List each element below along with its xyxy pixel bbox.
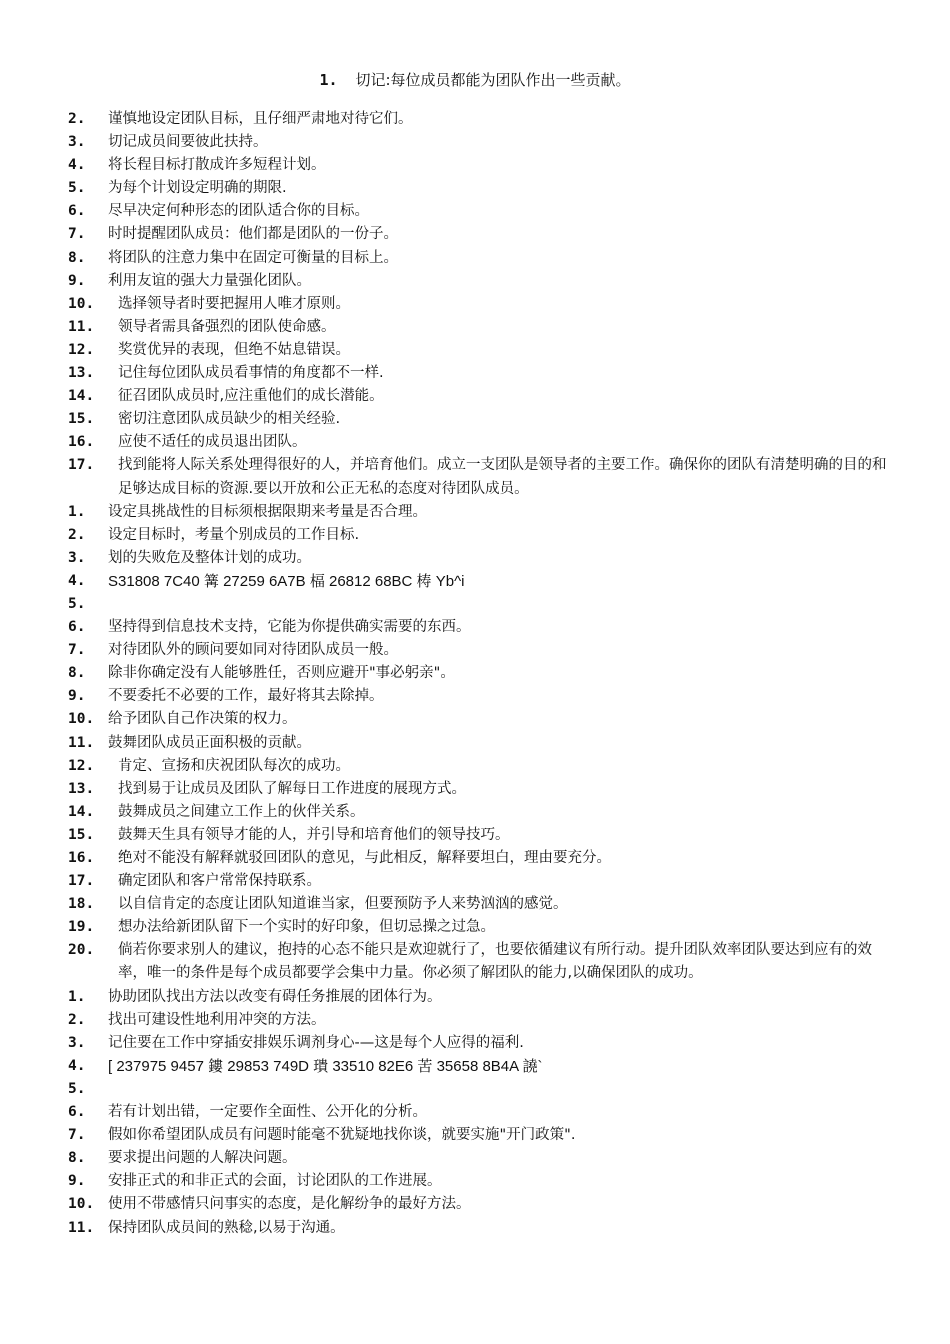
list-item [68, 524, 888, 547]
list-item-number: 13. [68, 780, 95, 797]
list-item-text: 将团队的注意力集中在固定可衡量的目标上。 [108, 249, 398, 266]
list-item [68, 247, 888, 270]
list-item [68, 824, 888, 847]
list-item-number: 9. [68, 272, 86, 289]
list-item-text: 征召团队成员时,应注重他们的成长潜能。 [118, 388, 384, 405]
list-item [68, 1101, 888, 1124]
list-item-number: 14. [68, 388, 95, 405]
list-item [68, 1078, 888, 1101]
list-item [68, 1009, 888, 1032]
title-number: 1. [319, 71, 338, 89]
list-item-text: 要求提出问题的人解决问题。 [108, 1150, 297, 1167]
list-item-text: S31808 7C40 篝 27259 6A7B 楅 26812 68BC 梼 Yb^i [108, 572, 465, 590]
list-item-text [108, 1078, 888, 1101]
list-item-text: 密切注意团队成员缺少的相关经验. [118, 411, 341, 428]
list-item [68, 339, 888, 362]
list-item [68, 847, 888, 870]
list-item-number: 7. [68, 642, 86, 659]
list-item-text: 设定具挑战性的目标须根据限期来考量是否合理。 [108, 503, 427, 520]
list-item-number: 4. [68, 1057, 86, 1074]
list-item-text: 肯定、宣扬和庆祝团队每次的成功。 [118, 757, 350, 774]
list-item-text: 划的失败危及整体计划的成功。 [108, 549, 311, 566]
list-item-number: 8. [68, 1150, 86, 1167]
list-item-text: 确定团队和客户常常保持联系。 [118, 873, 321, 890]
list-item [68, 732, 888, 755]
list-item-number: 16. [68, 850, 95, 866]
list-item-number: 11. [68, 734, 95, 751]
numbered-list [68, 108, 888, 1240]
list-item-text: 安排正式的和非正式的会面，讨论团队的工作进展。 [108, 1173, 442, 1190]
list-item [68, 893, 888, 916]
list-item [68, 501, 888, 524]
list-item-text: 鼓舞团队成员正面积极的贡献。 [108, 734, 311, 751]
list-item [68, 1032, 888, 1055]
list-item [68, 431, 888, 454]
list-item-text: 以自信肯定的态度让团队知道谁当家，但要预防予人来势汹汹的感觉。 [118, 896, 568, 913]
list-item-text: 切记成员间要彼此扶持。 [108, 134, 268, 151]
list-item [68, 362, 888, 385]
list-item [68, 1217, 888, 1240]
list-item-text: 协助团队找出方法以改变有碍任务推展的团体行为。 [108, 988, 442, 1005]
list-item-number: 3. [68, 1034, 86, 1051]
list-item-number: 5. [68, 180, 86, 197]
list-item [68, 916, 888, 939]
list-item-number: 1. [68, 503, 86, 520]
list-item [68, 454, 888, 500]
list-item-number: 10. [68, 711, 95, 728]
list-item-number: 17. [68, 873, 95, 890]
list-item-text: [ 237975 9457 鏤 29853 749D 璝 33510 82E6 苦 35658 8B4A 譊` [108, 1057, 543, 1075]
list-item-number: 18. [68, 896, 95, 913]
list-item [68, 870, 888, 893]
list-item-text: 鼓舞天生具有领导才能的人，并引导和培育他们的领导技巧。 [118, 826, 510, 843]
list-item-number: 8. [68, 665, 86, 682]
list-item-number: 20. [68, 942, 95, 959]
list-item-text: 记住要在工作中穿插安排娱乐调剂身心-—这是每个人应得的福利. [108, 1034, 524, 1051]
title-text: 切记:每位成员都能为团队作出一些贡献。 [355, 71, 631, 89]
list-item-number: 4. [68, 572, 86, 589]
list-item-number: 17. [68, 457, 95, 474]
list-item-text: 除非你确定没有人能够胜任，否则应避开"事必躬亲"。 [108, 665, 455, 682]
list-item [68, 801, 888, 824]
list-item-number: 12. [68, 341, 95, 358]
list-item-number: 6. [68, 619, 86, 636]
list-item-text: 找到能将人际关系处理得很好的人，并培育他们。成立一支团队是领导者的主要工作。确保你的团队有清楚明确的目的和足够达成目标的资源.要以开放和公正无私的态度对待团队成员。 [118, 457, 887, 497]
list-item-number: 19. [68, 919, 95, 936]
list-item-number: 11. [68, 1219, 95, 1236]
list-item-text: 对待团队外的顾问要如同对待团队成员一般。 [108, 642, 398, 659]
list-item [68, 778, 888, 801]
list-item-number: 6. [68, 203, 86, 220]
list-item [68, 1055, 888, 1078]
list-item-number: 2. [68, 526, 86, 543]
list-item [68, 1147, 888, 1170]
list-item-number: 13. [68, 365, 95, 382]
list-item-number: 3. [68, 549, 86, 566]
list-item [68, 547, 888, 570]
list-item [68, 154, 888, 177]
list-item-text [108, 593, 888, 616]
list-item-text: 将长程目标打散成许多短程计划。 [108, 157, 326, 174]
list-item-number: 16. [68, 434, 95, 451]
list-item-text: 为每个计划设定明确的期限. [108, 180, 287, 197]
list-item-number: 12. [68, 757, 95, 774]
document-title [0, 70, 950, 90]
list-item-number: 5. [68, 595, 86, 612]
list-item-text: 设定目标时，考量个别成员的工作目标. [108, 526, 360, 543]
list-item [68, 662, 888, 685]
list-item-text: 尽早决定何种形态的团队适合你的目标。 [108, 203, 369, 220]
list-item-text: 假如你希望团队成员有问题时能毫不犹疑地找你谈，就要实施"开门政策". [108, 1127, 576, 1144]
list-item-number: 7. [68, 1127, 86, 1144]
list-item-text: 不要委托不必要的工作，最好将其去除掉。 [108, 688, 384, 705]
list-item-number: 8. [68, 249, 86, 266]
list-item [68, 108, 888, 131]
list-item-text: 保持团队成员间的熟稔,以易于沟通。 [108, 1219, 345, 1236]
list-item-number: 7. [68, 226, 86, 243]
list-item-text: 应使不适任的成员退出团队。 [118, 434, 307, 451]
list-item-text: 给予团队自己作决策的权力。 [108, 711, 297, 728]
list-item [68, 1124, 888, 1147]
list-item [68, 708, 888, 731]
list-item [68, 385, 888, 408]
list-item-text: 谨慎地设定团队目标，且仔细严肃地对待它们。 [108, 111, 413, 127]
list-item-number: 5. [68, 1080, 86, 1097]
list-item [68, 593, 888, 616]
list-item-number: 2. [68, 111, 86, 127]
list-item [68, 270, 888, 293]
list-item-number: 9. [68, 688, 86, 705]
list-item-number: 2. [68, 1011, 86, 1028]
list-item-text: 找到易于让成员及团队了解每日工作进度的展现方式。 [118, 780, 466, 797]
list-item-number: 11. [68, 318, 95, 335]
list-item [68, 177, 888, 200]
list-item-number: 9. [68, 1173, 86, 1190]
list-item-text: 倘若你要求别人的建议，抱持的心态不能只是欢迎就行了，也要依循建议有所行动。提升团队效率团队要达到应有的效率，唯一的条件是每个成员都要学会集中力量。你必须了解团队的能力,以确保团队的成功。 [118, 942, 872, 982]
list-item-text: 利用友谊的强大力量强化团队。 [108, 272, 311, 289]
list-item [68, 223, 888, 246]
list-item-text: 找出可建设性地利用冲突的方法。 [108, 1011, 326, 1028]
list-item-text: 记住每位团队成员看事情的角度都不一样. [118, 365, 384, 382]
list-item-text: 若有计划出错，一定要作全面性、公开化的分析。 [108, 1104, 427, 1121]
list-item [68, 755, 888, 778]
list-item-text: 领导者需具备强烈的团队使命感。 [118, 318, 336, 335]
list-item-text: 奖赏优异的表现，但绝不姑息错误。 [118, 341, 350, 358]
list-item [68, 131, 888, 154]
list-item-number: 10. [68, 295, 95, 312]
list-item [68, 616, 888, 639]
list-item-number: 6. [68, 1104, 86, 1121]
list-item [68, 986, 888, 1009]
list-item-number: 10. [68, 1196, 95, 1213]
list-item-text: 时时提醒团队成员：他们都是团队的一份子。 [108, 226, 398, 243]
list-item [68, 570, 888, 593]
list-item-number: 14. [68, 803, 95, 820]
list-item [68, 200, 888, 223]
list-item [68, 639, 888, 662]
list-item [68, 1193, 888, 1216]
list-item-number: 15. [68, 411, 95, 428]
list-item-text: 坚持得到信息技术支持，它能为你提供确实需要的东西。 [108, 619, 471, 636]
list-item [68, 316, 888, 339]
list-item-text: 想办法给新团队留下一个实时的好印象，但切忌操之过急。 [118, 919, 495, 936]
list-item-text: 使用不带感情只问事实的态度，是化解纷争的最好方法。 [108, 1196, 471, 1213]
list-item-number: 3. [68, 134, 86, 151]
list-item [68, 939, 888, 985]
list-item-number: 4. [68, 157, 86, 174]
list-item-text: 鼓舞成员之间建立工作上的伙伴关系。 [118, 803, 365, 820]
list-item-number: 15. [68, 826, 95, 843]
list-item [68, 685, 888, 708]
list-item-number: 1. [68, 988, 86, 1005]
list-item [68, 408, 888, 431]
list-item [68, 293, 888, 316]
list-item-text: 绝对不能没有解释就驳回团队的意见，与此相反，解释要坦白，理由要充分。 [118, 850, 611, 866]
list-item [68, 1170, 888, 1193]
list-item-text: 选择领导者时要把握用人唯才原则。 [118, 295, 350, 312]
